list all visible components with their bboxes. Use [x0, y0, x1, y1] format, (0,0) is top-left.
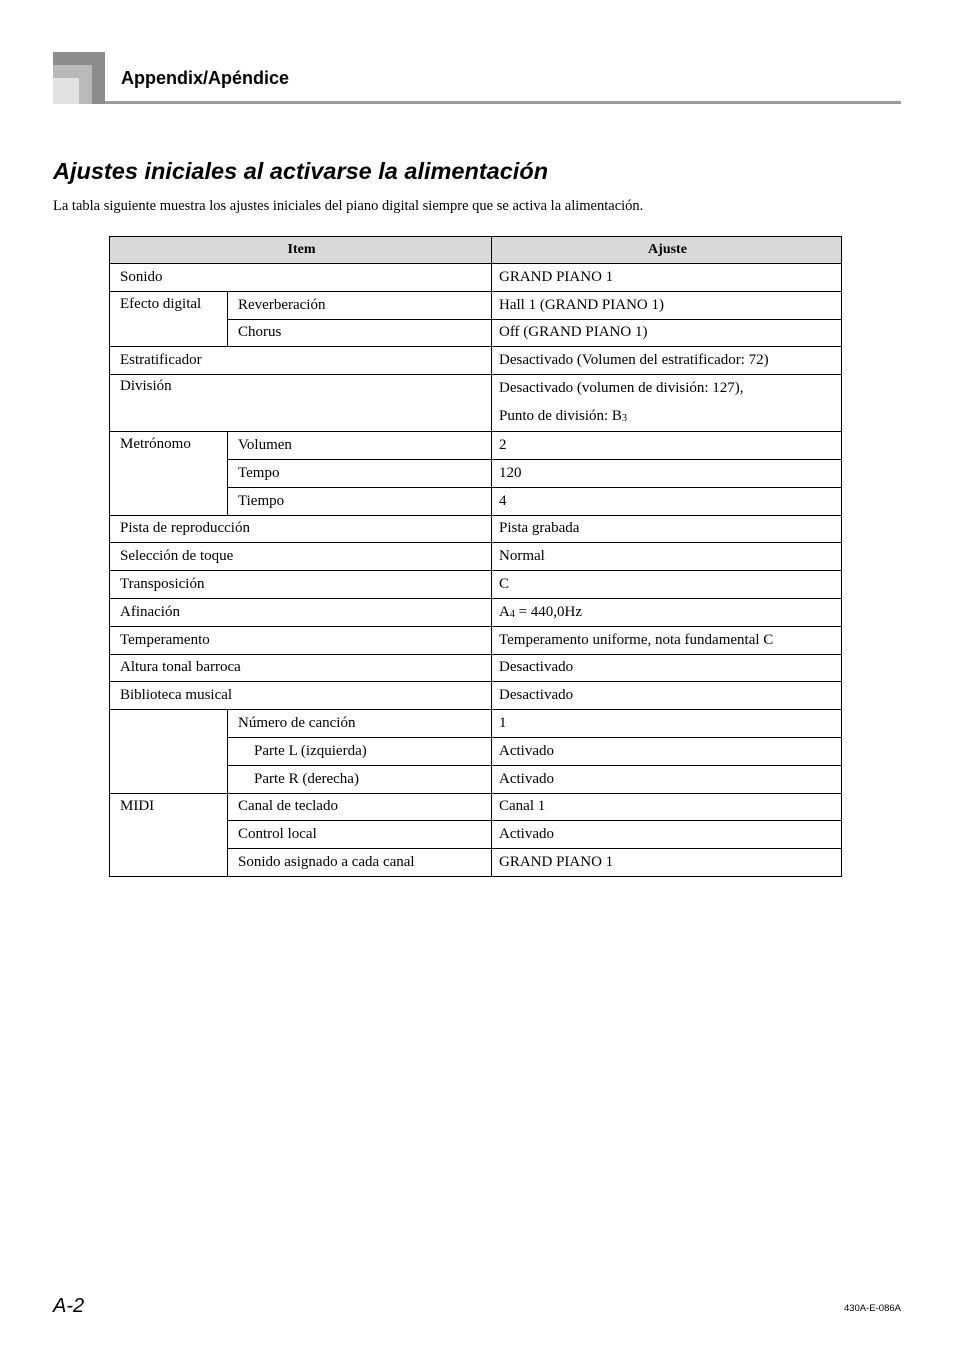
section-marker: [53, 52, 105, 104]
row-subitem: Parte R (derecha): [228, 765, 492, 793]
table-row: [110, 793, 842, 821]
table-row: [110, 347, 842, 375]
row-subitem: Reverberación: [228, 291, 492, 319]
row-value: Off (GRAND PIANO 1): [492, 319, 842, 347]
table-row: [110, 598, 842, 626]
row-subitem: Parte L (izquierda): [228, 737, 492, 765]
row-subitem: Control local: [228, 821, 492, 849]
value-subscript: 4: [509, 608, 515, 620]
row-value: [492, 375, 842, 432]
row-subitem: Volumen: [228, 432, 492, 460]
settings-table: [109, 236, 842, 877]
row-item: Afinación: [110, 598, 492, 626]
table-row: [110, 626, 842, 654]
row-value: Canal 1: [492, 793, 842, 821]
row-value: Temperamento uniforme, nota fundamental C: [492, 626, 842, 654]
header-rule: [105, 101, 901, 104]
row-subitem: Tempo: [228, 459, 492, 487]
value-text: Punto de división: B: [499, 407, 622, 424]
table-row: [110, 682, 842, 710]
value-line: Desactivado (volumen de división: 127),: [499, 380, 744, 397]
row-item: Sonido: [110, 264, 492, 292]
table-row: [110, 375, 842, 432]
table-row: [110, 710, 842, 738]
table-row: [110, 264, 842, 292]
table-row: [110, 291, 842, 319]
header-item: Item: [110, 237, 492, 264]
row-subitem: Sonido asignado a cada canal: [228, 849, 492, 877]
row-value: Hall 1 (GRAND PIANO 1): [492, 291, 842, 319]
row-item-empty: [110, 710, 228, 793]
value-text: A: [499, 603, 510, 620]
row-value: C: [492, 571, 842, 599]
row-value: Normal: [492, 543, 842, 571]
row-item: Altura tonal barroca: [110, 654, 492, 682]
row-item: Estratificador: [110, 347, 492, 375]
row-value: GRAND PIANO 1: [492, 264, 842, 292]
row-subitem: Chorus: [228, 319, 492, 347]
table-header-row: [110, 237, 842, 264]
row-value: Activado: [492, 821, 842, 849]
row-value: 1: [492, 710, 842, 738]
row-value: Activado: [492, 737, 842, 765]
table-row: [110, 543, 842, 571]
page-title: Ajustes iniciales al activarse la alimentación: [53, 158, 549, 184]
table-row: [110, 515, 842, 543]
row-subitem: Canal de teclado: [228, 793, 492, 821]
document-code: 430A-E-086A: [843, 1303, 901, 1314]
intro-text: La tabla siguiente muestra los ajustes iniciales del piano digital siempre que se activa la alimentación.: [53, 198, 644, 214]
table-row: [110, 432, 842, 460]
row-value: Activado: [492, 765, 842, 793]
row-value: Desactivado (Volumen del estratificador: 72): [492, 347, 842, 375]
page-number: A-2: [53, 1295, 85, 1317]
row-item: Pista de reproducción: [110, 515, 492, 543]
row-item: Temperamento: [110, 626, 492, 654]
table-row: [110, 571, 842, 599]
row-subitem: Tiempo: [228, 487, 492, 515]
row-item: MIDI: [110, 793, 228, 876]
row-value: Desactivado: [492, 654, 842, 682]
row-item: Biblioteca musical: [110, 682, 492, 710]
row-value: 2: [492, 432, 842, 460]
row-value: 4: [492, 487, 842, 515]
row-item: Selección de toque: [110, 543, 492, 571]
header-ajuste: Ajuste: [492, 237, 842, 264]
row-value: Pista grabada: [492, 515, 842, 543]
table-row: [110, 654, 842, 682]
row-item: Transposición: [110, 571, 492, 599]
row-value: GRAND PIANO 1: [492, 849, 842, 877]
row-value: [492, 598, 842, 626]
row-subitem: Número de canción: [228, 710, 492, 738]
row-item: Metrónomo: [110, 432, 228, 515]
row-item: Efecto digital: [110, 291, 228, 347]
section-header: Appendix/Apéndice: [121, 68, 290, 88]
value-line: [499, 403, 833, 432]
value-subscript: 3: [621, 412, 627, 424]
row-item: División: [110, 375, 492, 432]
row-value: Desactivado: [492, 682, 842, 710]
value-text: = 440,0Hz: [514, 603, 583, 620]
row-value: 120: [492, 459, 842, 487]
